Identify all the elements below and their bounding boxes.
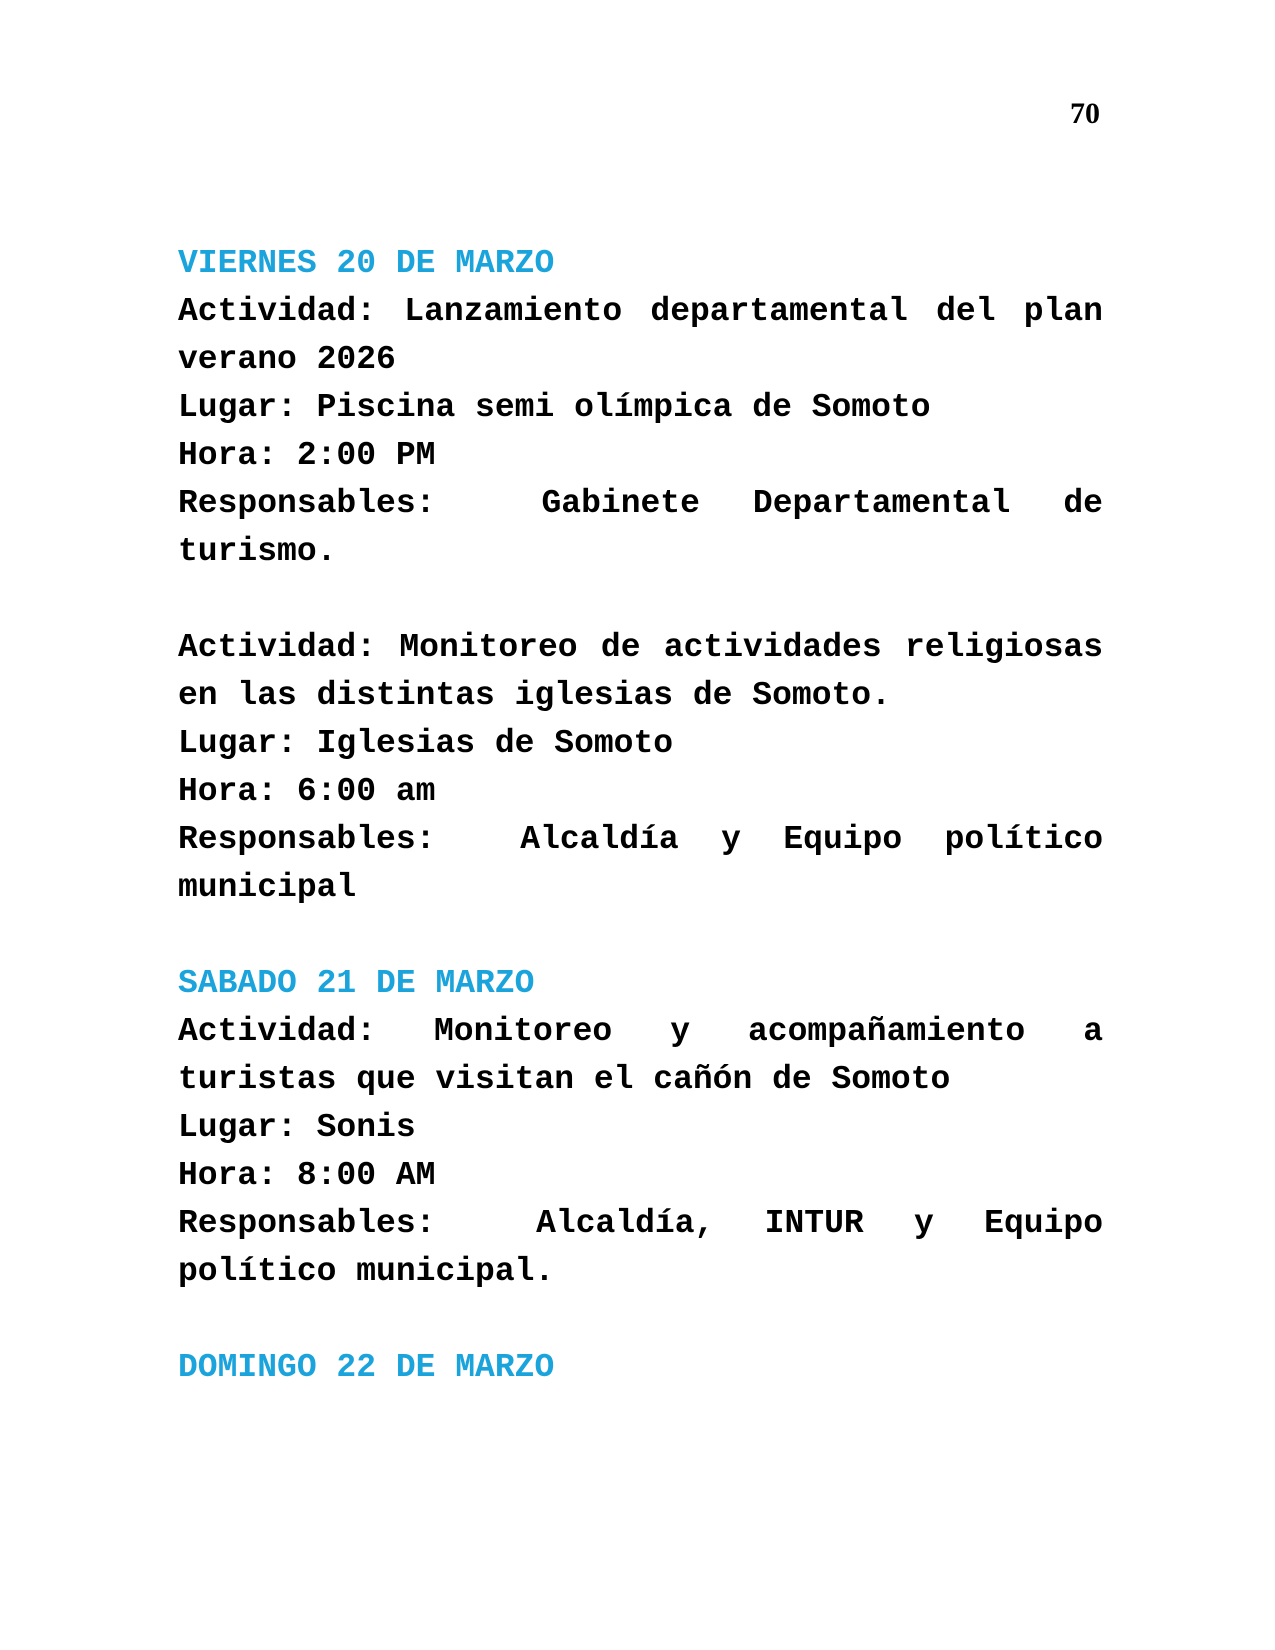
schedule-line-hora: Hora: 8:00 AM: [178, 1157, 436, 1194]
blank-line: [178, 576, 1103, 624]
schedule-line-lugar: Lugar: Sonis: [178, 1109, 416, 1146]
schedule-content: [178, 240, 1103, 1392]
schedule-line-responsables: Responsables: Alcaldía y Equipo político municipal: [178, 821, 1103, 906]
schedule-line-actividad: Actividad: Lanzamiento departamental del plan verano 2026: [178, 293, 1103, 378]
schedule-line-hora: Hora: 6:00 am: [178, 773, 436, 810]
blank-line: [178, 912, 1103, 960]
heading-domingo-22-marzo: DOMINGO 22 DE MARZO: [178, 1349, 555, 1386]
blank-line: [178, 1296, 1103, 1344]
schedule-line-responsables: Responsables: Alcaldía, INTUR y Equipo político municipal.: [178, 1205, 1103, 1290]
schedule-line-actividad: Actividad: Monitoreo de actividades religiosas en las distintas iglesias de Somoto.: [178, 629, 1103, 714]
schedule-line-actividad: Actividad: Monitoreo y acompañamiento a turistas que visitan el cañón de Somoto: [178, 1013, 1103, 1098]
schedule-line-hora: Hora: 2:00 PM: [178, 437, 436, 474]
page-number: 70: [1070, 97, 1100, 130]
schedule-line-responsables: Responsables: Gabinete Departamental de turismo.: [178, 485, 1103, 570]
schedule-line-lugar: Lugar: Iglesias de Somoto: [178, 725, 674, 762]
heading-viernes-20-marzo: VIERNES 20 DE MARZO: [178, 245, 555, 282]
schedule-line-lugar: Lugar: Piscina semi olímpica de Somoto: [178, 389, 931, 426]
heading-sabado-21-marzo: SABADO 21 DE MARZO: [178, 965, 535, 1002]
